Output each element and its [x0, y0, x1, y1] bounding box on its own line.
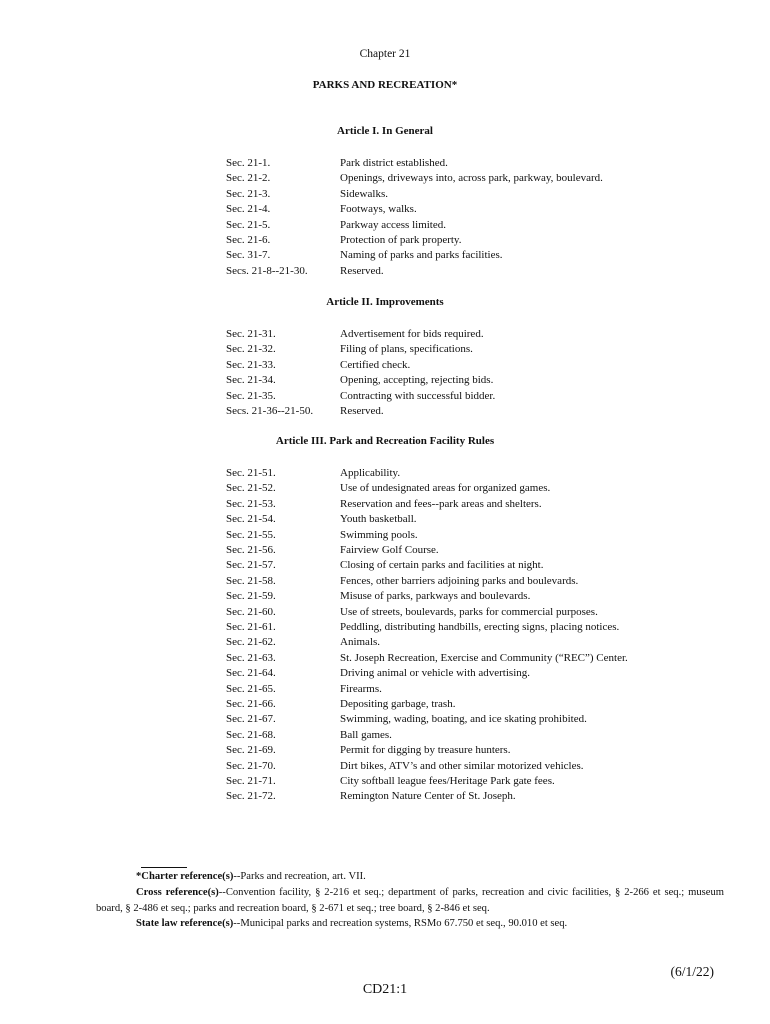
section-title: Certified check.	[340, 358, 411, 371]
section-title: Depositing garbage, trash.	[340, 698, 456, 710]
section-title: Dirt bikes, ATV’s and other similar motorized vehicles.	[340, 759, 584, 772]
section-number: Sec. 21-2.	[226, 172, 271, 185]
section-title: Applicability.	[340, 467, 401, 479]
section-title: Parkway access limited.	[340, 218, 446, 231]
section-title: Reserved.	[340, 405, 384, 417]
section-number: Sec. 21-54.	[226, 513, 276, 526]
section-title: City softball league fees/Heritage Park gate fees.	[340, 775, 555, 787]
section-number: Sec. 21-68.	[226, 728, 276, 741]
section-number: Sec. 21-53.	[226, 497, 276, 510]
section-number: Sec. 21-57.	[226, 559, 276, 572]
section-number: Sec. 21-51.	[226, 467, 276, 479]
section-title: Driving animal or vehicle with advertising.	[340, 667, 531, 680]
section-title: Closing of certain parks and facilities at night.	[340, 559, 544, 572]
section-number: Sec. 21-32.	[226, 343, 276, 356]
section-title: Fairview Golf Course.	[340, 544, 439, 556]
section-title: Permit for digging by treasure hunters.	[340, 744, 511, 757]
section-title: Use of undesignated areas for organized games.	[340, 482, 551, 495]
article-3-heading: Article III. Park and Recreation Facility Rules	[275, 435, 495, 447]
section-number: Sec. 21-31.	[226, 328, 276, 340]
section-title: Swimming, wading, boating, and ice skating prohibited.	[340, 713, 587, 726]
section-number: Sec. 21-35.	[226, 389, 276, 402]
charter-reference-text: --Parks and recreation, art. VII.	[233, 871, 366, 882]
section-number: Sec. 21-67.	[226, 713, 276, 726]
page-number: CD21:1	[362, 982, 408, 997]
chapter-title: PARKS AND RECREATION*	[312, 79, 458, 91]
section-title: Opening, accepting, rejecting bids.	[340, 374, 494, 387]
section-title: Misuse of parks, parkways and boulevards.	[340, 590, 531, 603]
section-number: Sec. 21-71.	[226, 775, 276, 787]
section-number: Sec. 21-59.	[226, 590, 276, 603]
section-number: Secs. 21-8--21-30.	[226, 264, 308, 277]
footnote-divider	[141, 867, 187, 868]
section-title: Firearms.	[340, 682, 382, 695]
section-number: Sec. 21-55.	[226, 528, 276, 541]
state-law-reference-label: State law reference(s)	[136, 918, 234, 929]
section-number: Sec. 21-33.	[226, 358, 276, 371]
section-number: Sec. 21-63.	[226, 651, 276, 664]
section-title: Naming of parks and parks facilities.	[340, 249, 503, 262]
section-title: Filing of plans, specifications.	[340, 343, 473, 356]
section-title: Use of streets, boulevards, parks for commercial purposes.	[340, 605, 598, 618]
section-title: Sidewalks.	[340, 187, 388, 200]
section-number: Sec. 21-70.	[226, 759, 276, 772]
cross-reference-label: Cross reference(s)	[136, 887, 219, 898]
section-number: Sec. 21-66.	[226, 698, 276, 710]
section-title: Remington Nature Center of St. Joseph.	[340, 790, 516, 803]
section-number: Sec. 21-34.	[226, 374, 276, 387]
state-law-reference-footnote	[136, 916, 567, 932]
charter-reference-label: *Charter reference(s)	[136, 871, 234, 882]
section-title: Swimming pools.	[340, 528, 418, 541]
section-title: Youth basketball.	[340, 513, 417, 526]
revision-date: (6/1/22)	[670, 964, 714, 979]
section-title: Park district established.	[340, 157, 448, 169]
section-number: Sec. 21-72.	[226, 790, 276, 803]
chapter-label: Chapter 21	[359, 48, 411, 60]
section-title: Protection of park property.	[340, 234, 462, 246]
section-number: Sec. 21-1.	[226, 157, 271, 169]
section-number: Sec. 21-52.	[226, 482, 276, 495]
section-number: Sec. 21-58.	[226, 574, 276, 587]
section-title: Contracting with successful bidder.	[340, 389, 496, 402]
section-title: Ball games.	[340, 728, 392, 741]
article-2-heading: Article II. Improvements	[326, 296, 444, 308]
section-number: Sec. 21-60.	[226, 605, 276, 618]
section-number: Sec. 21-56.	[226, 544, 276, 556]
section-number: Sec. 21-65.	[226, 682, 276, 695]
section-number: Sec. 21-69.	[226, 744, 276, 757]
section-title: Footways, walks.	[340, 203, 417, 216]
section-number: Sec. 21-64.	[226, 667, 276, 680]
charter-reference-footnote	[136, 869, 366, 885]
section-title: Reserved.	[340, 264, 384, 277]
section-number: Sec. 21-61.	[226, 621, 276, 633]
article-1-heading: Article I. In General	[337, 125, 433, 137]
section-title: Openings, driveways into, across park, parkway, boulevard.	[340, 172, 603, 185]
state-law-reference-text: --Municipal parks and recreation systems, RSMo 67.750 et seq., 90.010 et seq.	[233, 918, 568, 929]
section-number: Sec. 21-6.	[226, 234, 271, 246]
section-title: Fences, other barriers adjoining parks and boulevards.	[340, 574, 579, 587]
cross-reference-footnote	[96, 885, 724, 917]
section-title: Reservation and fees--park areas and shelters.	[340, 497, 542, 510]
section-number: Sec. 31-7.	[226, 249, 271, 262]
section-title: St. Joseph Recreation, Exercise and Community (“REC”) Center.	[340, 651, 628, 664]
section-number: Secs. 21-36--21-50.	[226, 405, 314, 417]
section-number: Sec. 21-4.	[226, 203, 271, 216]
section-title: Peddling, distributing handbills, erecting signs, placing notices.	[340, 621, 620, 633]
section-number: Sec. 21-62.	[226, 636, 276, 649]
section-title: Animals.	[340, 636, 381, 649]
cross-reference-text: --Convention facility, § 2-216 et seq.; department of parks, recreation and civic facilities, § 2-266 et seq.; museum board, § 2-486 et seq.; parks and recreation board, § 2-671 et seq.; tree board, § 2-846 et seq.	[96, 887, 724, 914]
section-title: Advertisement for bids required.	[340, 328, 484, 340]
section-number: Sec. 21-5.	[226, 218, 271, 231]
section-number: Sec. 21-3.	[226, 187, 271, 200]
